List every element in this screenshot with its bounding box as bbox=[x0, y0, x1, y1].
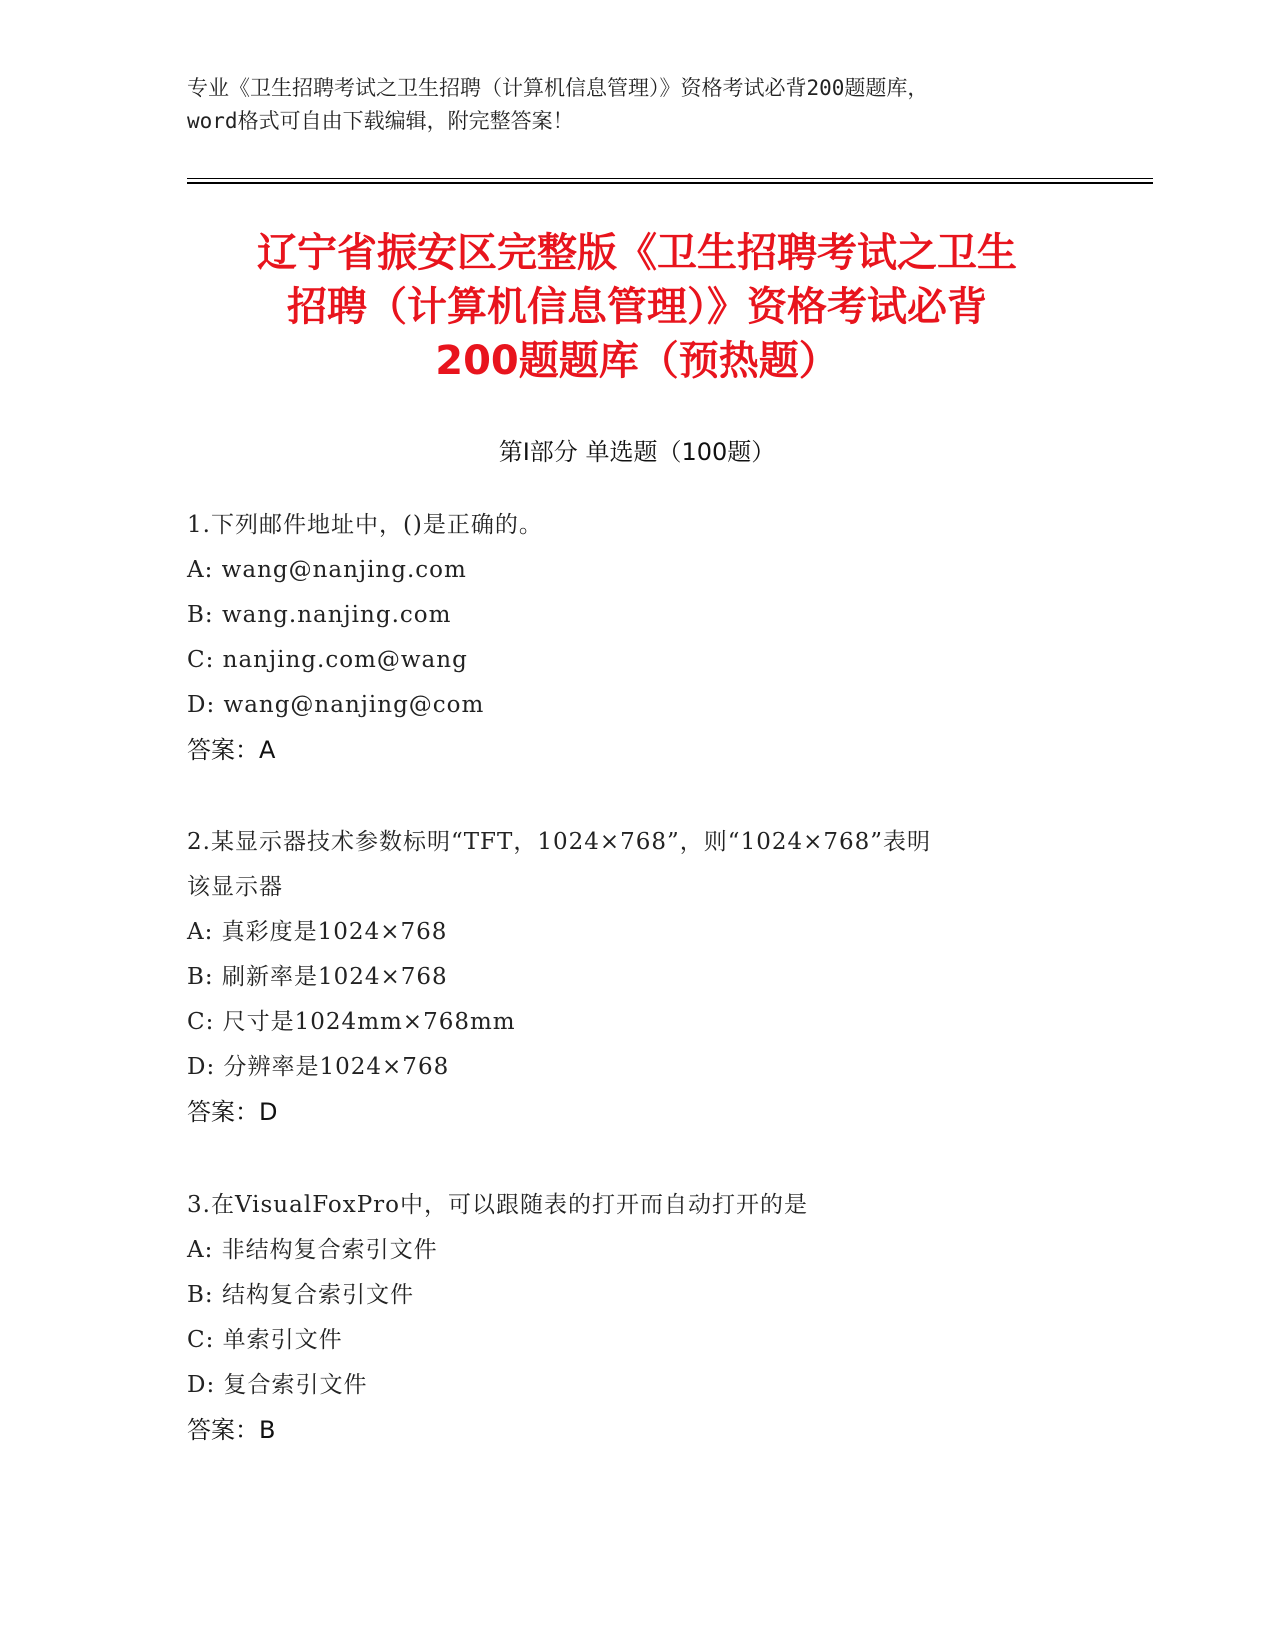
answer: 答案：A bbox=[187, 736, 276, 764]
option-a: A: wang@nanjing.com bbox=[187, 557, 467, 583]
header-note bbox=[187, 72, 1087, 138]
header-note-line-2: word格式可自由下载编辑，附完整答案！ bbox=[187, 109, 574, 133]
question-stem: 1.下列邮件地址中，()是正确的。 bbox=[187, 512, 543, 538]
header-divider-thin bbox=[187, 178, 1153, 179]
question-1 bbox=[187, 503, 1087, 773]
option-b: B: 刷新率是1024×768 bbox=[187, 964, 448, 990]
document-title-line-3: 200题题库（预热题） bbox=[435, 338, 839, 384]
answer: 答案：B bbox=[187, 1416, 276, 1444]
document-title-line-2: 招聘（计算机信息管理）》资格考试必背 bbox=[287, 284, 987, 330]
option-b: B: wang.nanjing.com bbox=[187, 602, 452, 628]
question-stem-continued: 该显示器 bbox=[187, 874, 283, 900]
question-stem: 2.某显示器技术参数标明“TFT，1024×768”，则“1024×768”表明 bbox=[187, 829, 932, 855]
option-d: D: 复合索引文件 bbox=[187, 1372, 368, 1398]
answer: 答案：D bbox=[187, 1098, 278, 1126]
document-title bbox=[187, 226, 1087, 388]
header-note-line-1: 专业《卫生招聘考试之卫生招聘（计算机信息管理）》资格考试必背200题题库， bbox=[187, 76, 929, 100]
question-2 bbox=[187, 820, 1087, 1135]
question-3 bbox=[187, 1183, 1087, 1453]
option-d: D: 分辨率是1024×768 bbox=[187, 1054, 450, 1080]
question-stem: 3.在VisualFoxPro中，可以跟随表的打开而自动打开的是 bbox=[187, 1192, 809, 1218]
option-c: C: nanjing.com@wang bbox=[187, 647, 468, 673]
section-title: 第Ⅰ部分 单选题（100题） bbox=[498, 438, 776, 466]
option-c: C: 尺寸是1024mm×768mm bbox=[187, 1009, 516, 1035]
option-a: A: 真彩度是1024×768 bbox=[187, 919, 448, 945]
document-title-line-1: 辽宁省振安区完整版《卫生招聘考试之卫生 bbox=[257, 230, 1017, 276]
option-a: A: 非结构复合索引文件 bbox=[187, 1237, 438, 1263]
option-b: B: 结构复合索引文件 bbox=[187, 1282, 414, 1308]
option-d: D: wang@nanjing@com bbox=[187, 692, 485, 718]
header-divider-thick bbox=[187, 182, 1153, 184]
option-c: C: 单索引文件 bbox=[187, 1327, 343, 1353]
